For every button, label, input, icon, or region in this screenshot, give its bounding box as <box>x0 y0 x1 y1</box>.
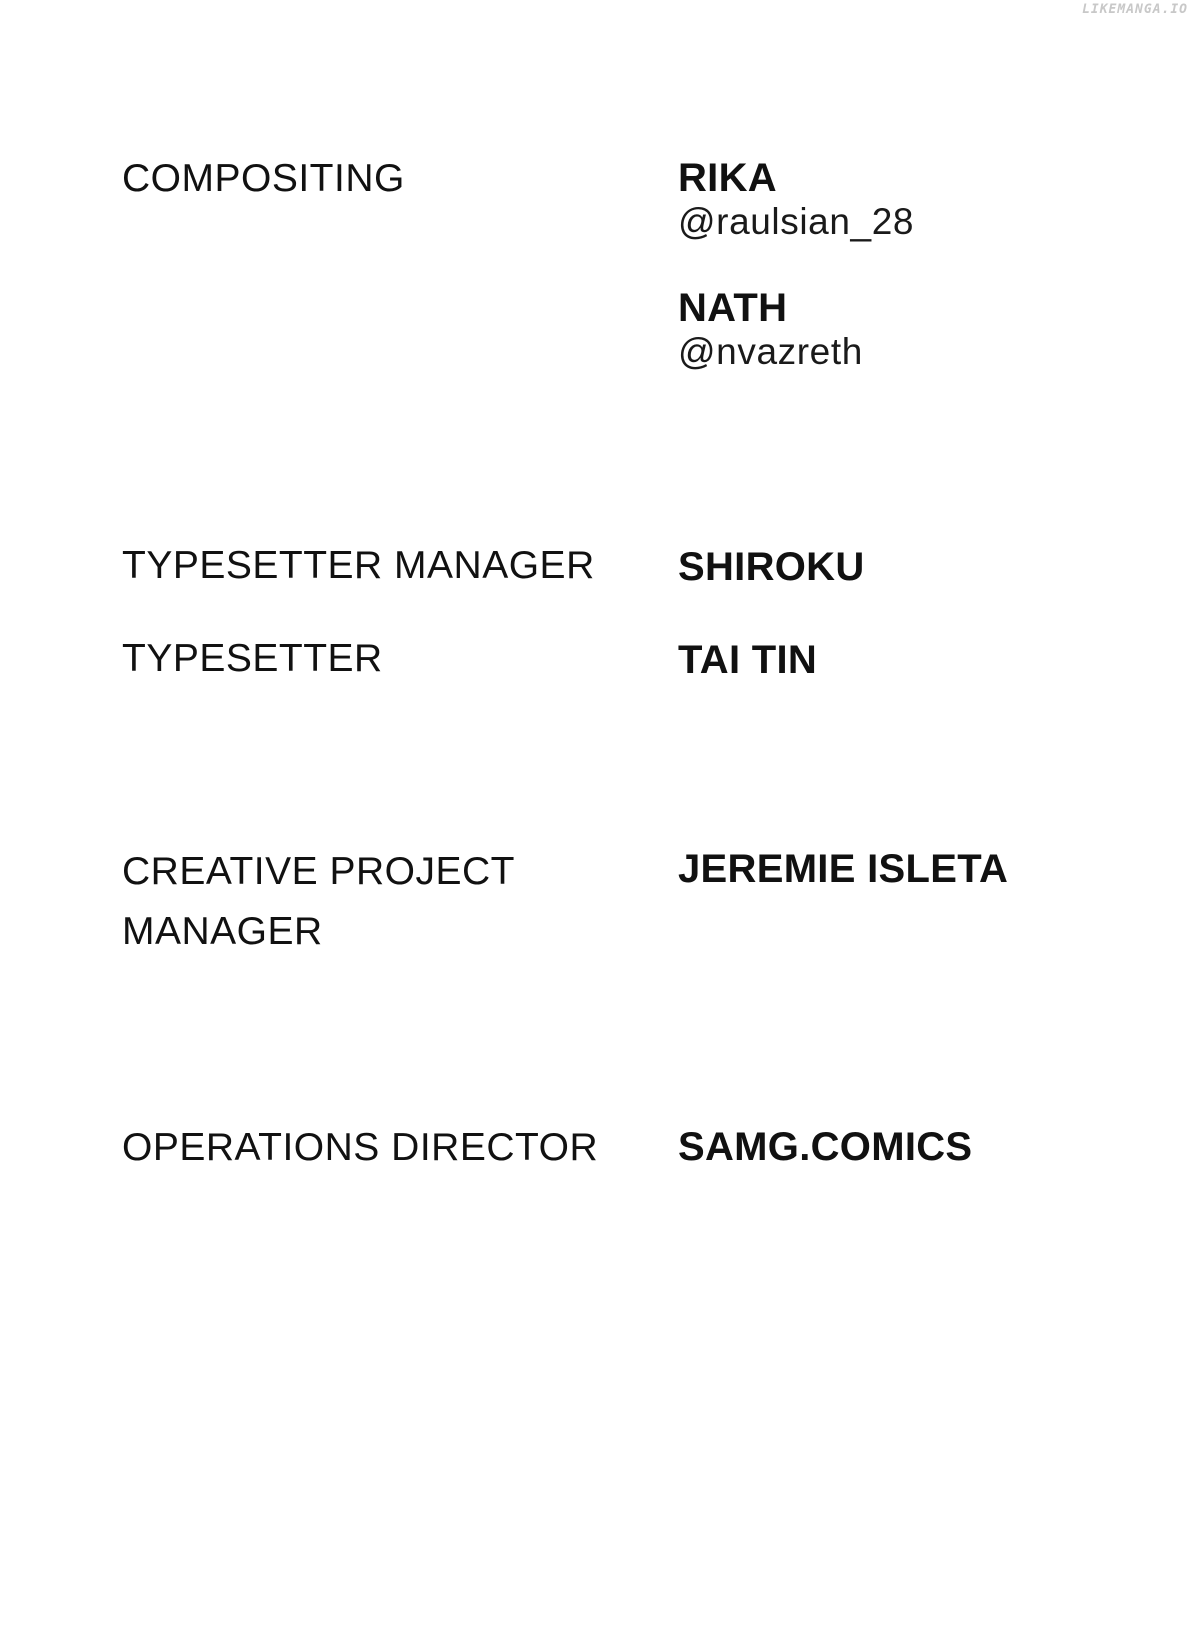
role-compositing: COMPOSITING <box>122 157 405 200</box>
credit-name-tai-tin: TAI TIN <box>678 638 818 682</box>
credit-handle-rika: @raulsian_28 <box>678 201 915 242</box>
credit-name-shiroku: SHIROKU <box>678 545 865 589</box>
role-typesetter: TYPESETTER <box>122 637 383 680</box>
credit-name-jeremie-isleta: JEREMIE ISLETA <box>678 847 1009 891</box>
credit-handle-nath: @nvazreth <box>678 331 863 372</box>
role-line-1: CREATIVE PROJECT <box>122 850 515 893</box>
watermark-text: LIKEMANGA.IO <box>1082 2 1188 17</box>
role-operations-director: OPERATIONS DIRECTOR <box>122 1126 599 1169</box>
credit-name-samg-comics: SAMG.COMICS <box>678 1125 973 1169</box>
role-creative-project-manager <box>122 842 515 962</box>
role-line-2: MANAGER <box>122 910 323 953</box>
credit-name-nath: NATH <box>678 286 788 330</box>
credit-name-rika: RIKA <box>678 156 777 200</box>
role-typesetter-manager: TYPESETTER MANAGER <box>122 544 595 587</box>
